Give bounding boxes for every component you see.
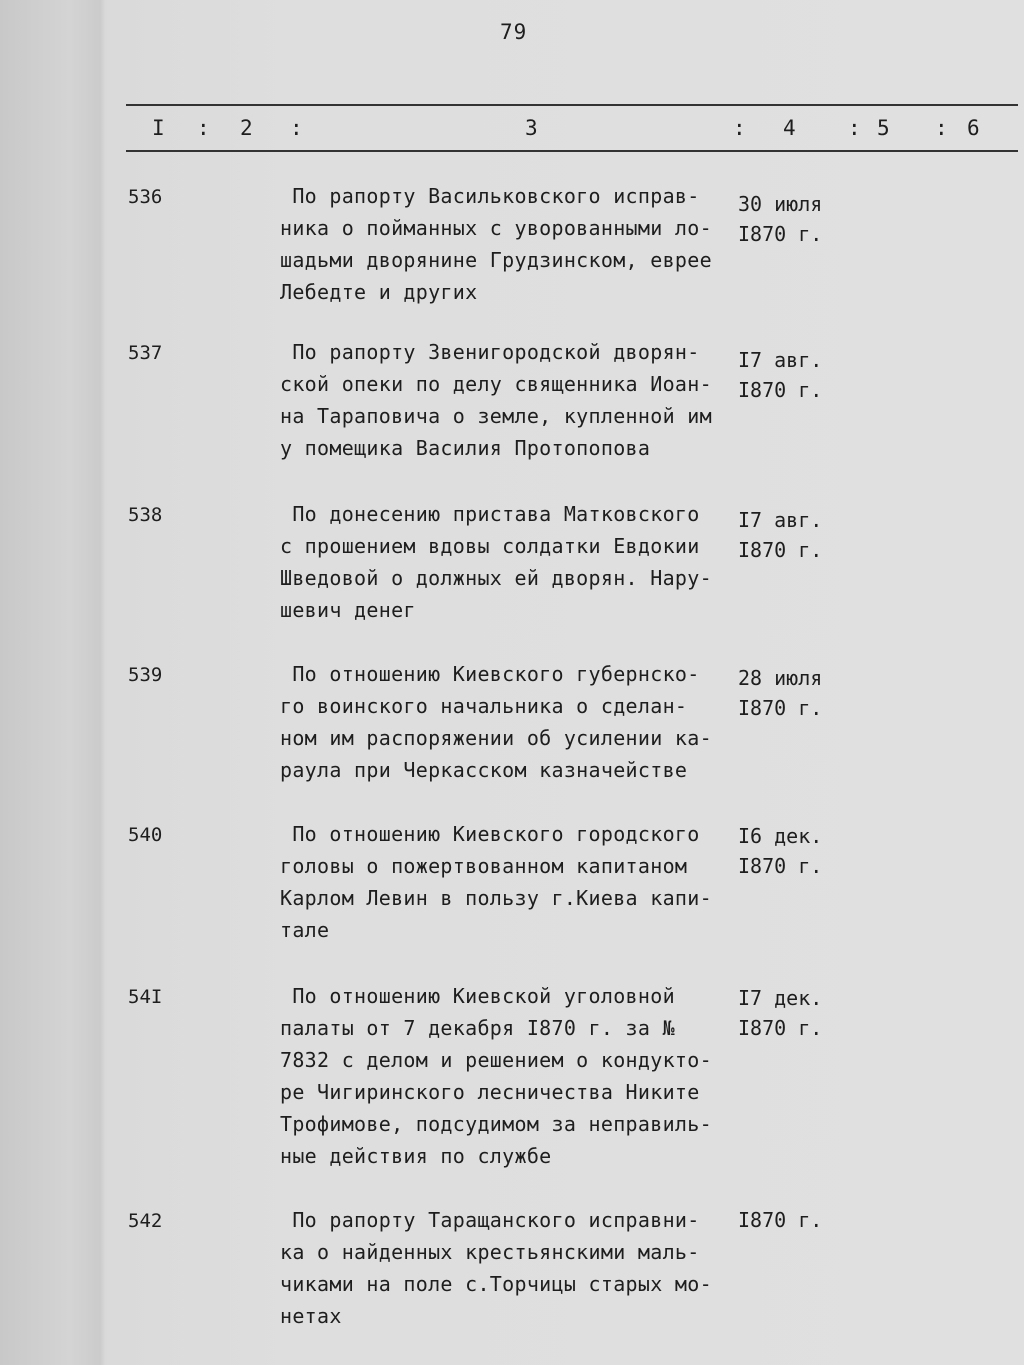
entry-text-line: По рапорту Таращанского исправни- [280, 1208, 700, 1232]
column-header-3: 3 [525, 116, 538, 140]
header-rule-bottom [126, 150, 1018, 152]
entry-number: 539 [128, 664, 163, 686]
entry-date: I7 авг. [738, 348, 823, 372]
entry-text-line: нетах [280, 1304, 342, 1328]
entry-text-line: ре Чигиринского лесничества Никите [280, 1080, 700, 1104]
entry-text-line: По отношению Киевской уголовной [280, 984, 675, 1008]
entry-text-line: у помещика Василия Протопопова [280, 436, 651, 460]
entry-number: 540 [128, 824, 163, 846]
entry-date: 28 июля [738, 666, 823, 690]
entry-number: 54I [128, 986, 163, 1008]
entry-text-line: Трофимове, подсудимом за неправиль- [280, 1112, 712, 1136]
page-number: 79 [500, 20, 528, 44]
column-separator: : [733, 116, 746, 140]
column-separator: : [935, 116, 948, 140]
entry-number: 542 [128, 1210, 163, 1232]
entry-date: I6 дек. [738, 824, 823, 848]
entry-text-line: По рапорту Васильковского исправ- [280, 184, 700, 208]
entry-date: I870 г. [738, 222, 823, 246]
column-header-1: I [152, 116, 165, 140]
entry-date: I870 г. [738, 696, 823, 720]
column-header-5: 5 [877, 116, 890, 140]
entry-date: I7 авг. [738, 508, 823, 532]
binding-gutter [0, 0, 105, 1365]
entry-text-line: на Тараповича о земле, купленной им [280, 404, 712, 428]
entry-date: I870 г. [738, 378, 823, 402]
entry-text-line: с прошением вдовы солдатки Евдокии [280, 534, 700, 558]
entry-date: I870 г. [738, 1208, 823, 1232]
entry-text-line: ка о найденных крестьянскими маль- [280, 1240, 700, 1264]
entry-date: I870 г. [738, 538, 823, 562]
column-separator: : [290, 116, 303, 140]
entry-text-line: шадьми дворянине Грудзинском, еврее [280, 248, 712, 272]
entry-date: I7 дек. [738, 986, 823, 1010]
entry-text-line: По донесению пристава Матковского [280, 502, 700, 526]
entry-text-line: ные действия по службе [280, 1144, 552, 1168]
entry-text-line: чиками на поле с.Торчицы старых мо- [280, 1272, 712, 1296]
column-header-2: 2 [240, 116, 253, 140]
header-rule-top [126, 104, 1018, 106]
column-separator: : [197, 116, 210, 140]
entry-date: 30 июля [738, 192, 823, 216]
entry-text-line: ника о пойманных с уворованными ло- [280, 216, 712, 240]
entry-date: I870 г. [738, 854, 823, 878]
entry-date: I870 г. [738, 1016, 823, 1040]
entry-text-line: По отношению Киевского губернско- [280, 662, 700, 686]
entry-text-line: 7832 с делом и решением о кондукто- [280, 1048, 712, 1072]
entry-text-line: Лебедте и других [280, 280, 478, 304]
entry-text-line: тале [280, 918, 330, 942]
entry-text-line: По отношению Киевского городского [280, 822, 700, 846]
entry-number: 537 [128, 342, 163, 364]
column-separator: : [848, 116, 861, 140]
entry-text-line: раула при Черкасском казначействе [280, 758, 688, 782]
entry-text-line: ской опеки по делу священника Иоан- [280, 372, 712, 396]
column-header-6: 6 [967, 116, 980, 140]
entry-number: 536 [128, 186, 163, 208]
entry-text-line: палаты от 7 декабря I870 г. за № [280, 1016, 675, 1040]
entry-text-line: Шведовой о должных ей дворян. Нару- [280, 566, 712, 590]
entry-text-line: По рапорту Звенигородской дворян- [280, 340, 700, 364]
entry-text-line: го воинского начальника о сделан- [280, 694, 688, 718]
entry-number: 538 [128, 504, 163, 526]
entry-text-line: головы о пожертвованном капитаном [280, 854, 688, 878]
entry-text-line: Карлом Левин в пользу г.Киева капи- [280, 886, 712, 910]
entry-text-line: ном им распоряжении об усилении ка- [280, 726, 712, 750]
column-header-4: 4 [783, 116, 796, 140]
entry-text-line: шевич денег [280, 598, 416, 622]
